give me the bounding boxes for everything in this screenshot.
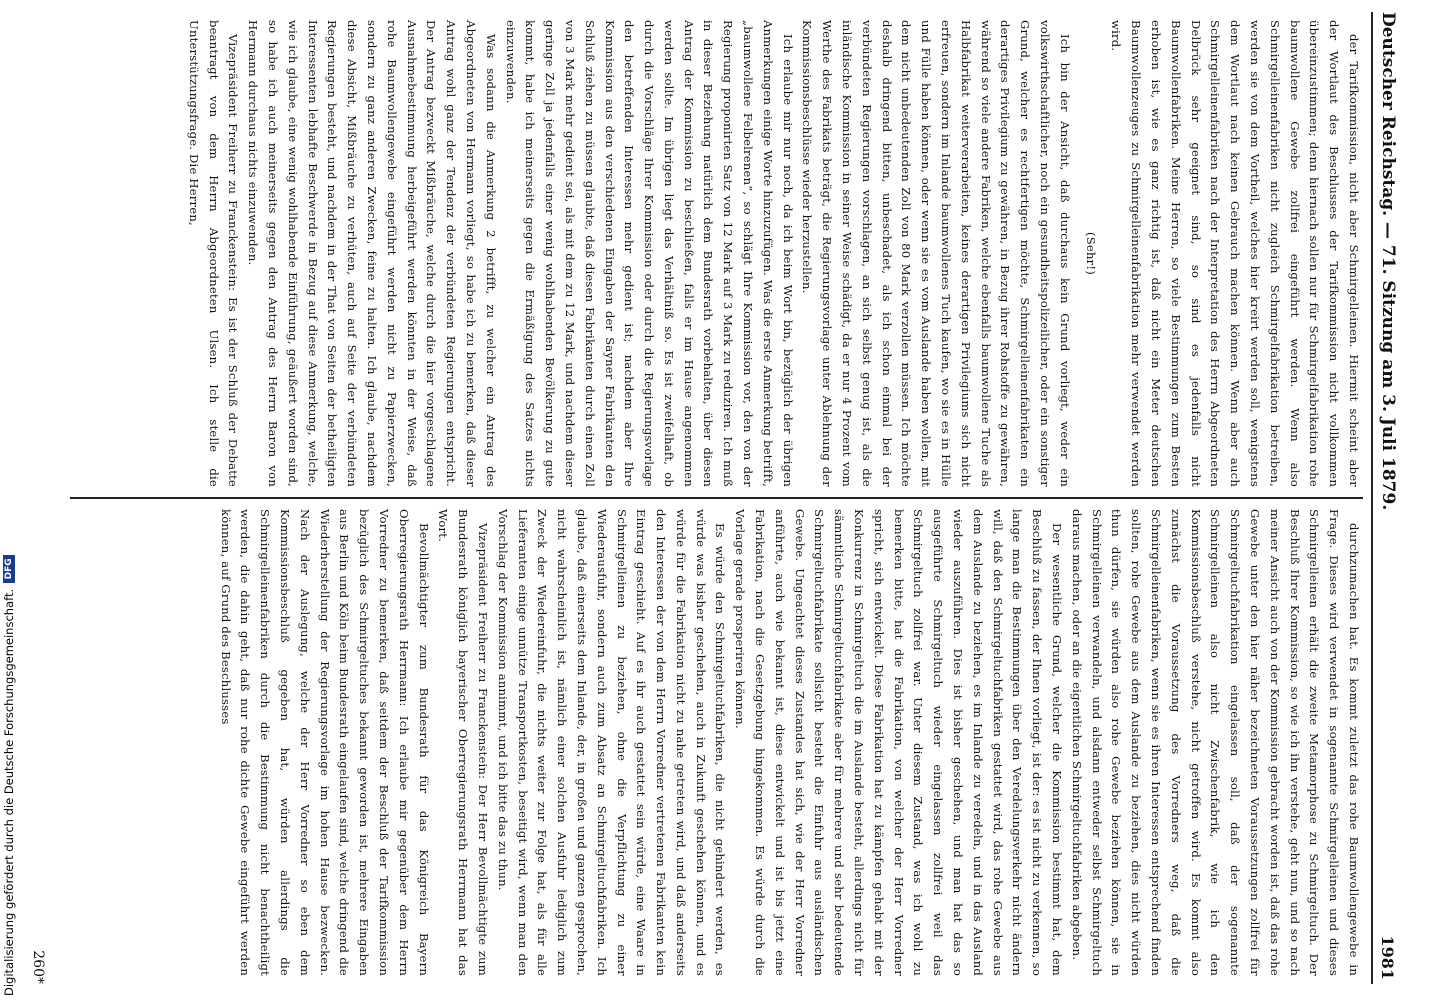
dfg-logo: DFG bbox=[3, 555, 15, 583]
right-column bbox=[70, 501, 1363, 984]
text-columns bbox=[70, 12, 1363, 984]
credit-text: Digitalisierung gefördert durch die Deutsche Forschungsgemeinschaft. bbox=[2, 588, 16, 996]
column-divider bbox=[70, 497, 1363, 499]
signature-mark: 260* bbox=[30, 950, 46, 984]
paragraph: Es würde den Schmirgeltuchfabriken, die nicht gehindert werden, es würde was bisher geschehen, auch in Zukunft geschehen können, und es würde für die Fabrikation nicht zu nahe getreten wird, und daß anderseits den Interessen der von dem Herrn Vorredner vertretenen Fabrikanten kein Eintrag geschieht. Auf es ihr auch gestattet sein würde, eine Waare in Schmirgelleinen zu beziehen, ohne die Verpflichtung zu einer Wiederausfuhr, sondern auch zum Absatz an Schmirgeltuchfabriken. Ich glaube, daß einerseits dem Inlande, der, in großen und ganzen gesprochen, nicht wahrscheinlich ist, nämlich einer solchen Ausfuhr lediglich zum Zweck der Wiedereinfuhr, die nichts weiter zur Folge hat, als für alle Lieferanten einige unnütze Transportkosten, beseitigt wird, wenn man den Vorschlag der Kommission annimmt, und ich bitte das zu thun. bbox=[495, 509, 728, 976]
interjection: (Sehr!) bbox=[1083, 232, 1098, 275]
paragraph: durchzumachen hat. Es kommt zuletzt das rohe Baumwollengewebe in Frage. Dieses wird verwendet in sogenannte Schmirgelleinen und dieses Schmirgelleinen erhält die zweite Metamorphose zu Schmirgeltuch. Der Beschluß Ihrer Kommission, so wie ich ihn verstehe, geht nun, und so nach meiner Ansicht auch von der Kommission gebracht worden ist, daß das rohe Gewebe unter den hier näher bezeichneten Voraussetzungen zollfrei für Schmirgeltuchfabrikation eingelassen soll, daß der sogenannte Schmirgelleinen also nicht Zwischenfabrik, wie ich den Kommissionsbeschluß verstehe, nicht getroffen wird. Es kommt also zunächst die Voraussetzung des Vorredners weg, daß die Schmirgelleinenfabriken, wenn sie es ihren Interessen entsprechend finden sollten, rohe Gewebe aus dem Auslande zu beziehen, dies nicht würden thun dürfen, sie würden also rohe Gewebe beziehen können, sie in Schmirgelleinen verwandeln, und alsdann entweder selbst Schmirgeltuch daraus machen, oder an die eigentlichen Schmirgeltuchfabriken abgeben. bbox=[1069, 509, 1361, 976]
running-title: Deutscher Reichstag. — 71. Sitzung am 3. Juli 1879. bbox=[1378, 12, 1398, 511]
left-column bbox=[70, 12, 1363, 495]
paragraph: Vizepräsident Freiherr zu Franckenstein: Der Herr Bevollmächtigte zum Bundesrath königlich bayerischer Oberregierungsrath Herrmann hat das Wort. bbox=[436, 509, 490, 976]
paragraph: Was sodann die Anmerkung 2 betrifft, zu welcher ein Antrag des Abgeordneten von Hermann vorliegt, so habe ich zu bemerken, daß dieser Antrag wohl ganz der Tendenz der verbündeten Regierungen entspricht. Der Antrag bezweckt Mißbräuche, welche durch die hier vorgeschlagene Ausnahmebestimmung herbeigeführt werden könnten in der Weise, daß rohe Baumwollengewebe eingeführt werden nicht zu Papierzwecken, sondern zu ganz anderen Zwecken, feine zu halten. Ich glaube, nachdem diese Absicht, Mißbräuche zu verhüten, auch auf Seite der verbündeten Regierungen besteht, und nachdem in der That von Seiten der betheiligten Interessenten lebhafte Beschwerde in Bezug auf diese Anmerkung, welche, wie ich glaube, eine wenig wohlhabende Einführung, geäußert worden sind, so habe ich auch meinerseits gegen den Antrag des Herrn Baron von Hermann durchaus nichts einzuwenden. bbox=[246, 20, 498, 487]
paragraph: der Tarifkommission, nicht aber Schmirgelleinen. Hiermit scheint aber der Wortlaut des Beschlusses der Tarifkommission nicht vollkommen übereinzustimmen; denn hiernach sollen nur für Schmirgelfabrikation rohe baumwollene Gewebe zollfrei eingeführt werden. Wenn also Schmirgelleinenfabriken nicht zugleich Schmirgelfabrikation betreiben, werden sie von dem Vortheil, welches hier kreirt werden soll, wenigstens dem Wortlaut nach keinen Gebrauch machen können. Wenn aber auch Schmirgelleinenfabriken nach der Interpretation des Herrn Abgeordneten Delbrück sehr geeignet sind, so sind es jedenfalls nicht Baumwollenfabriken. Meine Herren, so viele Bestimmungen zum Besten erhoben ist, wie es ganz richtig ist, daß nicht ein Meter deutschen Baumwollenzeuges zu Schmirgelleinenfabrikation mehr verwendet werden wird. bbox=[1109, 20, 1361, 487]
paragraph: Vizepräsident Freiherr zu Franckenstein: Es ist der Schluß der Debatte beantragt von dem Herrn Abgeordneten Ulsen. Ich stelle die Unterstützungsfrage. Die Herren, bbox=[186, 20, 241, 487]
scanned-page bbox=[10, 4, 1415, 994]
page-header bbox=[1371, 12, 1403, 984]
paragraph: Bevollmächtigter zum Bundesrath für das Königreich Bayern Oberregierungsrath Herrmann: Ich erlaube mir gegenüber dem Herrn Vorredner zu bemerken, daß seitdem der Beschluß der Tarifkommission bezüglich des Schmirgeltuches bekannt geworden ist, mehrere Eingaben aus Berlin und Köln beim Bundesrath eingelaufen sind, welche dringend die Wiederherstellung der Regierungsvorlage im hohen Hause bezwecken. Nach der Auslegung, welche der Herr Vorredner so eben dem Kommissionsbeschluß gegeben hat, würden allerdings die Schmirgelleinenfabriken durch die Bestimmung nicht benachtheiligt werden, die dahin geht, daß nur rohe dichte Gewebe eingeführt werden können, auf Grund des Beschlusses bbox=[218, 509, 431, 976]
paragraph: Ich bin der Ansicht, daß durchaus kein Grund vorliegt, weder ein volkswirthschaftlicher, noch ein gesundheitspolizeilicher, oder ein sonstiger Grund, welcher es rechtfertigen möchte, Schmirgelleinenfabrikaten ein derartiges Privilegium zu gewähren, in Bezug ihrer Rohstoffe zu gewähren, während so viele andere Fabriken, welche ebenfalls baumwollene Tuche als Halbfabrikat weiterverarbeiten, keines derartigen Privilegiums sich nicht erfreuen, sondern im Inlande baumwollenes Tuch kaufen, wo sie es in Hülle und Fülle haben können, oder wenn sie es vom Auslande haben wollen, mit dem nicht unbedeutenden Zoll von 80 Mark verzollen müssen. Ich möchte deshalb dringend bitten, unbeschadet, als ich schon einmal bei der verbündeten Regierungen vorschlagen, an sich selbst genug ist, als die inländische Kommission in seiner Weise schädigt, da er nur 4 Prozent vom Werthe des Fabrikats beträgt, die Regierungsvorlage unter Ablehnung der Kommissionsbeschlüsse wieder herzustellen. bbox=[800, 20, 1072, 487]
page-footer bbox=[24, 12, 52, 984]
digitization-credit bbox=[2, 555, 16, 996]
paragraph: Ich erlaube mir nur noch, da ich beim Wort bin, bezüglich der übrigen Anmerkungen einige Worte hinzuzufügen. Was die erste Anmerkung betrifft, „baumwollene Felbelrenen“, so schlägt Ihre Kommission vor, den von der Regierung proponirten Satz von 12 Mark auf 3 Mark zu reduziren. Ich muß in dieser Beziehung natürlich dem Bundesrath vorbehalten, über diesen Antrag der Kommission zu beschließen, falls er im Hause angenommen werden sollte. Im übrigen liegt das Verhältniß so. Es ist zweifelhaft, ob durch die Vorschläge Ihrer Kommission oder durch die Regierungsvorlage den betreffenden Interessen mehr gedient ist; nachdem aber Ihre Kommission aus den verschiedenen Eingaben der Sayner Fabrikanten den Schluß ziehen zu müssen glaubte, daß diesen Fabrikanten durch einen Zoll von 3 Mark mehr gedient sei, als mit dem zu 12 Mark, und nachdem dieser geringe Zoll ja jedenfalls einer wenig wohlhabenden Bevölkerung zu gute kommt, habe ich meinerseits gegen die Ermäßigung des Satzes nichts einzuwenden. bbox=[503, 20, 795, 487]
page-number: 1981 bbox=[1378, 935, 1398, 980]
paragraph: Der wesentliche Grund, welcher die Kommission bestimmt hat, dem Beschluß zu fassen, der Ihnen vorliegt, ist der: es ist nicht zu verkennen, so lange man die Bestimmungen über den Veredelungsverkehr nicht ändern will, daß den Schmirgeltuchfabriken gestattet wird, das rohe Gewebe aus dem Auslande zu beziehen, es im Inlande zu veredeln, und in das Ausland wieder auszuführen. Dies ist bisher geschehen, und man hat das so ausgeführte Schmirgeltuch wieder eingelassen zollfrei weil das Schmirgeltuch zollfrei war. Unter diesem Zustand, was ich wohl zu bemerken bitte, hat die Fabrikation, von welcher der Herr Vorredner spricht, sich entwickelt. Diese Fabrikation hat zu kämpfen gehabt mit der Konkurrenz in Schmirgeltuch die im Auslande besteht, allerdings nicht für sämmtliche Schmirgeltuchfabrikate aber für mehrere und sehr bedeutende Schmirgeltuchfabrikate sollsicht besteht die Einfuhr aus ausländischen Gewebe. Ungeachtet dieses Zustandes hat sich, wie der Herr Vorredner anführte, auch wie bekannt ist, diese entwickelt und ist bis jetzt eine Fabrikation, nach die Gesetzgebung hingekommen. Es würde durch die Vorlage gerade prosperiren können. bbox=[733, 509, 1065, 976]
